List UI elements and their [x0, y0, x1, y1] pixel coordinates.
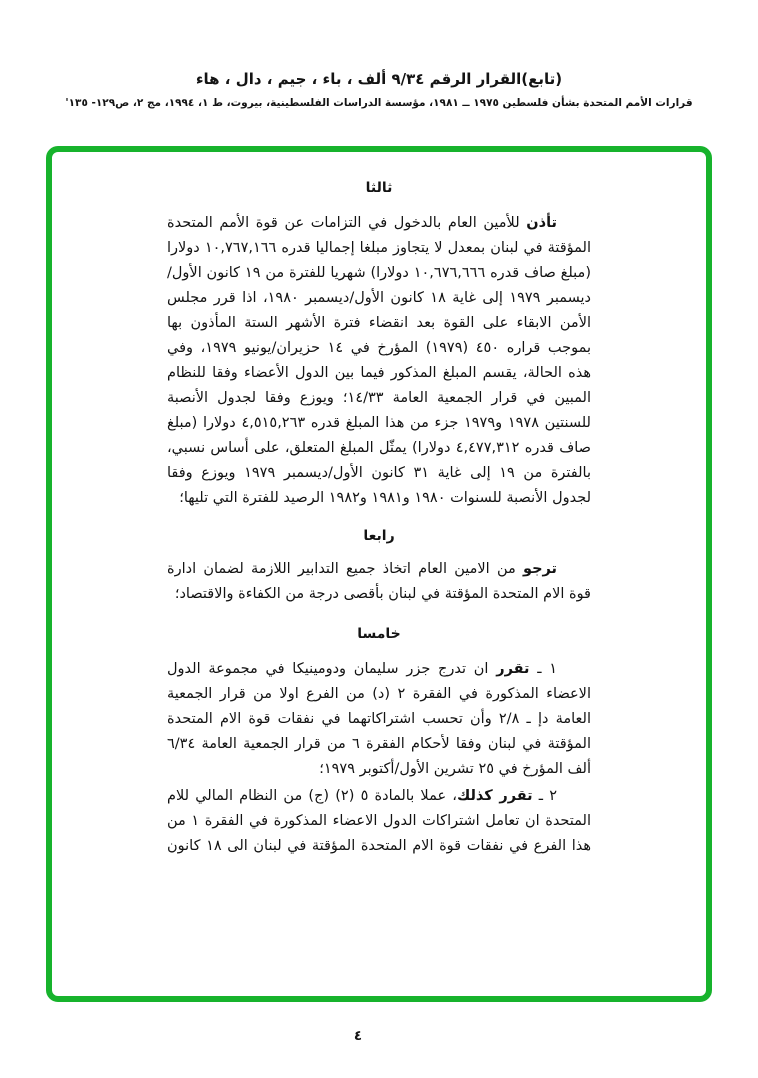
section-fifth-item-2 — [167, 784, 591, 859]
paragraph-text: للأمين العام بالدخول في التزامات عن قوة الأمم المتحدة المؤقتة في لبنان بمعدل لا يتجاوز مبلغا إجماليا قدره ١٠,٧٦٧,١٦٦ دولارا (مبلغ صاف قدره ١٠,٦٧٦,٦٦٦ دولارا) شهريا للفترة من ١٩ كانون الأول/ديسمبر ١٩٧٩ إلى غاية ١٨ كانون الأول/ديسمبر ١٩٨٠، اذا قرر مجلس الأمن الابقاء على القوة بعد انقضاء فترة الأشهر الستة المأذون بها بموجب قراره ٤٥٠ (١٩٧٩) المؤرخ في ١٤ حزيران/يونيو ١٩٧٩، وفي هذه الحالة، يقسم المبلغ المذكور فيما بين الدول الأعضاء وفقا للنظام المبين في قرار الجمعية العامة ١٤/٣٣؛ ويوزع وفقا لجدول الأنصبة للسنتين ١٩٧٨ و١٩٧٩ جزء من هذا المبلغ قدره ٤,٥١٥,٢٦٣ دولارا (مبلغ صاف قدره ٤,٤٧٧,٣١٢ دولارا) يمثّل المبلغ المتعلق، على أساس نسبي، بالفترة من ١٩ إلى غاية ٣١ كانون الأول/ديسمبر ١٩٧٩ ويوزع وفقا لجدول الأنصبة للسنوات ١٩٨٠ و١٩٨١ و١٩٨٢ الرصيد للفترة التي تليها؛ — [167, 215, 592, 506]
paragraph-text: ان تدرج جزر سليمان ودومينيكا في مجموعة الدول الاعضاء المذكورة في الفقرة ٢ (د) من الفرع اولا من قرار الجمعية العامة دإ ـ ٢/٨ وأن تحسب اشتراكاتهما في نفقات قوة الام المتحدة المؤقتة في لبنان وفقا لأحكام الفقرة ٦ من قرار الجمعية العامة ٦/٣٤ ألف المؤرخ في ٢٥ تشرين الأول/أكتوبر ١٩٧٩؛ — [167, 661, 591, 777]
section-heading-third: ثالثا — [365, 180, 393, 196]
paragraph-lead-bold: تأذن — [526, 215, 557, 231]
document-title: (تابع)القرار الرقم ٩/٣٤ ألف ، باء ، جيم ، دال ، هاء — [195, 70, 563, 88]
paragraph-lead-bold: تقرر كذلك — [456, 788, 533, 804]
section-fifth-item-1 — [167, 657, 591, 782]
section-third-paragraph — [167, 211, 591, 511]
page-header — [0, 70, 758, 109]
item-number: ١ ـ — [529, 661, 558, 677]
item-number: ٢ ـ — [532, 788, 558, 804]
paragraph-text: من الامين العام اتخاذ جميع التدابير اللازمة لضمان ادارة قوة الام المتحدة المؤقتة في لبنان بأقصى درجة من الكفاءة والاقتصاد؛ — [167, 561, 591, 602]
section-heading-fourth: رابعا — [363, 528, 395, 544]
page-number: ٤ — [353, 1028, 363, 1044]
paragraph-lead-bold: تقرر — [496, 661, 530, 677]
paragraph-lead-bold: ترجو — [522, 561, 557, 577]
document-body — [167, 146, 591, 859]
paragraph-text: ، عملا بالمادة ٥ (٢) (ج) من النظام المالي للام المتحدة ان تعامل اشتراكات الدول الاعضاء المذكورة في الفقرة ١ من هذا الفرع في نفقات قوة الام المتحدة المؤقتة في لبنان الى ١٨ كانون — [167, 788, 591, 854]
section-heading-fifth: خامسا — [357, 626, 401, 642]
source-citation: قرارات الأمم المتحدة بشأن فلسطين ١٩٧٥ ــ ١٩٨١، مؤسسة الدراسات الفلسطينية، بيروت، ط ١، ١٩٩٤، مج ٢، ص١٢٩- ١٣٥' — [65, 97, 693, 109]
section-fourth-paragraph — [167, 557, 591, 607]
